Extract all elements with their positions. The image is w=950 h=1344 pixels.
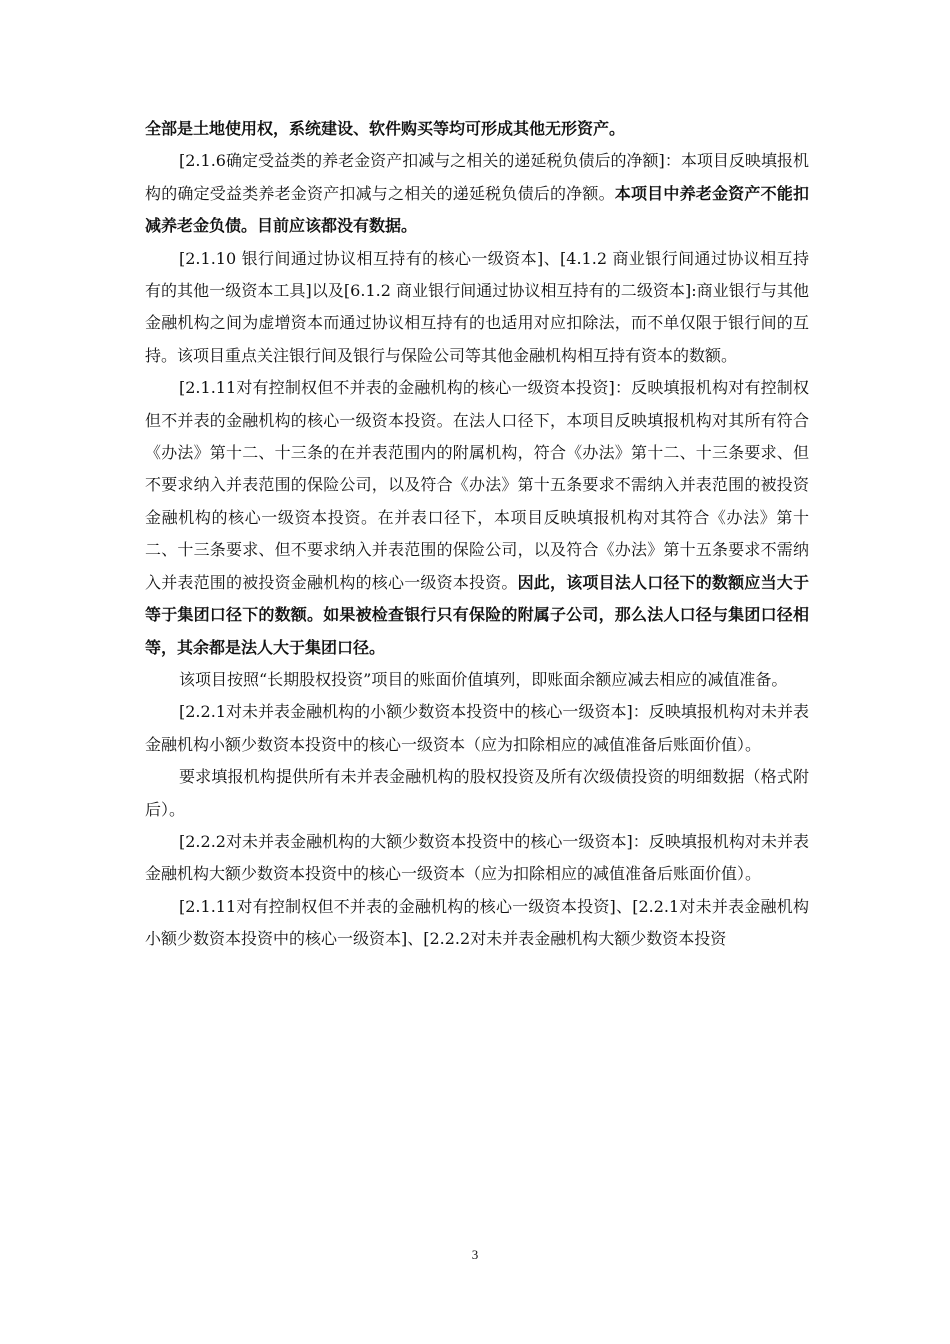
paragraph-text: [2.1.11对有控制权但不并表的金融机构的核心一级资本投资]：反映填报机构对有控制权但不并表的金融机构的核心一级资本投资。在法人口径下，本项目反映填报机构对其所有符合《办法》第十二、十三条的在并表范围内的附属机构，符合《办法》第十二、十三条要求、但不要求纳入并表范围的保险公司，以及符合《办法》第十五条要求不需纳入并表范围的被投资金融机构的核心一级资本投资。在并表口径下，本项目反映填报机构对其符合《办法》第十二、十三条要求、但不要求纳入并表范围的保险公司，以及符合《办法》第十五条要求不需纳入并表范围的被投资金融机构的核心一级资本投资。 [145,378,809,592]
paragraph-text: [2.1.11对有控制权但不并表的金融机构的核心一级资本投资]、[2.2.1对未并表金融机构小额少数资本投资中的核心一级资本]、[2.2.2对未并表金融机构大额少数资本投资 [145,896,809,949]
paragraph-2-1-6 [145,145,809,242]
paragraph-text-bold: 全部是土地使用权，系统建设、软件购买等均可形成其他无形资产。 [145,119,626,138]
paragraph-text: 该项目按照“长期股权投资”项目的账面价值填列，即账面余额应减去相应的减值准备。 [179,669,788,689]
paragraph-detail-data [145,761,809,826]
paragraph-2-1-10 [145,243,809,373]
paragraph-text-bold: 因此，该项目法人口径下的数额应当大于等于集团口径下的数额。如果被检查银行只有保险的附属子公司，那么法人口径与集团口径相等，其余都是法人大于集团口径。 [145,572,809,657]
document-body [145,113,809,956]
paragraph-text-bold: 本项目中养老金资产不能扣减养老金负债。目前应该都没有数据。 [145,183,809,236]
paragraph-text: [2.2.2对未并表金融机构的大额少数资本投资中的核心一级资本]：反映填报机构对未并表金融机构大额少数资本投资中的核心一级资本（应为扣除相应的减值准备后账面价值）。 [145,831,809,884]
paragraph-text: [2.1.10 银行间通过协议相互持有的核心一级资本]、[4.1.2 商业银行间通过协议相互持有的其他一级资本工具]以及[6.1.2 商业银行间通过协议相互持有的二级资本]:商业银行与其他金融机构之间为虚增资本而通过协议相互持有的也适用对应扣除法，而不单仅限于银行间的互持。该项目重点关注银行间及银行与保险公司等其他金融机构相互持有资本的数额。 [145,248,809,365]
paragraph-combined-items [145,891,809,956]
paragraph-text: [2.1.6确定受益类的养老金资产扣减与之相关的递延税负债后的净额]：本项目反映填报机构的确定受益类养老金资产扣减与之相关的递延税负债后的净额。 [145,151,809,203]
paragraph-intangible-assets [145,113,809,145]
paragraph-text: 要求填报机构提供所有未并表金融机构的股权投资及所有次级债投资的明细数据（格式附后）。 [145,767,809,819]
paragraph-text: [2.2.1对未并表金融机构的小额少数资本投资中的核心一级资本]：反映填报机构对未并表金融机构小额少数资本投资中的核心一级资本（应为扣除相应的减值准备后账面价值）。 [145,702,809,754]
paragraph-2-1-11 [145,372,809,664]
paragraph-2-2-2 [145,826,809,891]
paragraph-2-2-1 [145,696,809,761]
page-number: 3 [471,1247,479,1262]
paragraph-long-term-equity [145,664,809,696]
